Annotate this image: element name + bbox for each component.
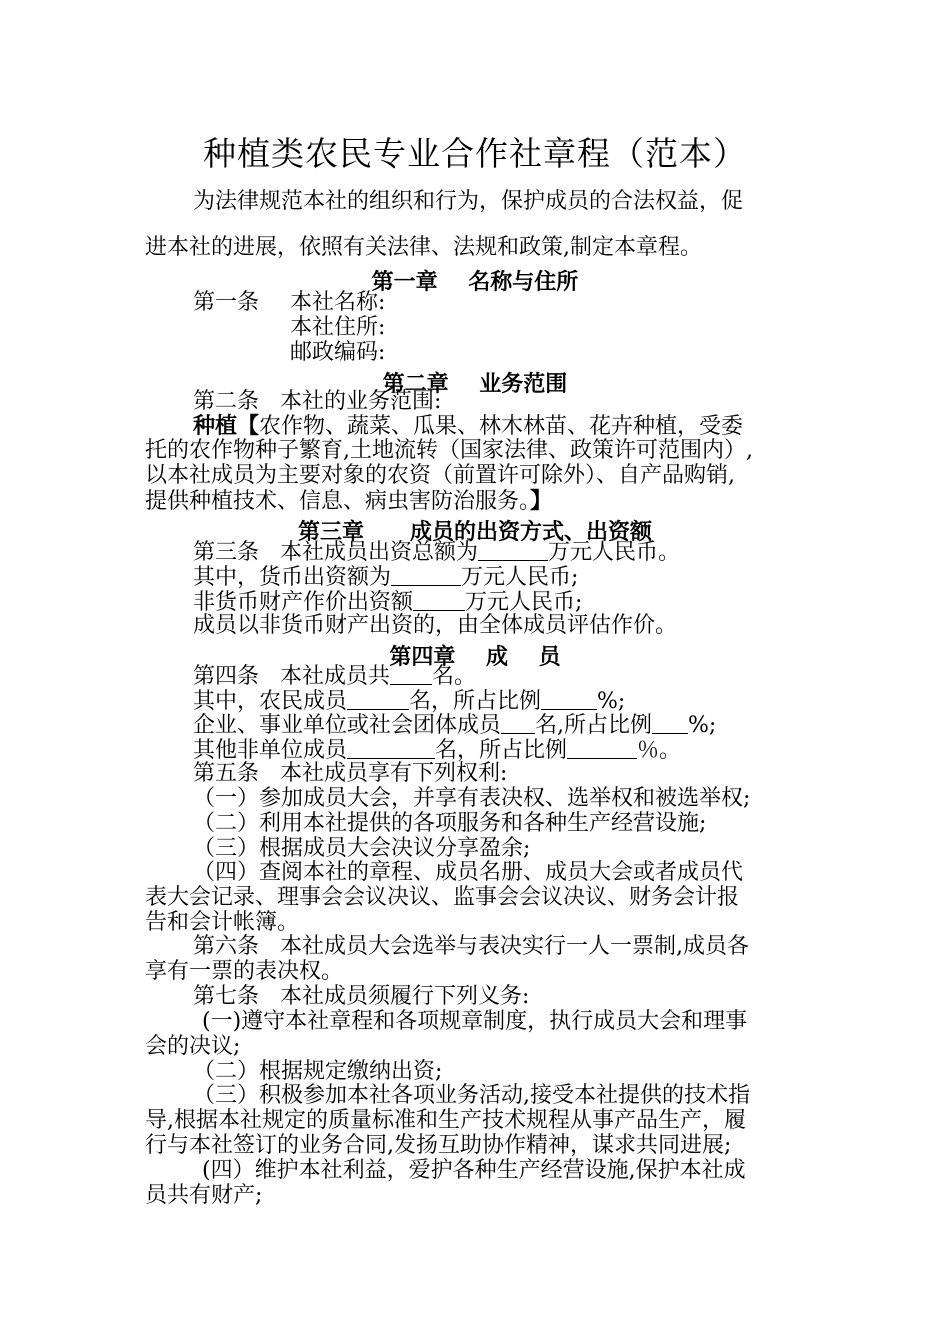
cash-capital-line [193, 565, 578, 589]
scope-bold-label: 种植【 [193, 413, 260, 439]
other-ratio-label: 名，所占比例 [435, 738, 568, 763]
org-members-label: 企业、事业单位或社会团体成员 [193, 713, 502, 738]
duty-1-line-2: 会的决议; [145, 1034, 241, 1059]
intro-line-2: 进本社的进展，依照有关法律、法规和政策,制定本章程。 [145, 235, 702, 260]
article-3-unit: 万元人民币。 [547, 540, 680, 565]
scope-line-2: 托的农作物种子繁育,土地流转（国家法律、政策许可范围内）, [145, 438, 753, 463]
duty-3-line-2: 导,根据本社规定的质量标准和生产技术规程从事产品生产，履 [145, 1108, 746, 1133]
other-ratio-unit: ％。 [637, 738, 682, 763]
article-4-unit: 名。 [431, 664, 476, 689]
scope-line-3: 以本社成员为主要对象的农资（前置许可除外）、自产品购销, [145, 463, 735, 488]
noncash-capital-unit: 万元人民币; [465, 590, 583, 615]
article-4-text: 第四条 本社成员共 [193, 664, 390, 689]
duty-1-line-1: (一)遵守本社章程和各项规章制度，执行成员大会和理事 [202, 1009, 748, 1034]
farmer-ratio-label: 名，所占比例 [409, 689, 542, 714]
right-3: （三）根据成员大会决议分享盈余; [193, 836, 531, 861]
document-title: 种植类农民专业合作社章程（范本） [203, 134, 747, 173]
chapter-3-heading: 第三章 成员的出资方式、出资额 [298, 519, 652, 545]
article-3 [193, 540, 680, 564]
chapter-4-heading: 第四章 成 员 [389, 644, 561, 670]
scope-text-4: 提供种植技术、信息、病虫害防治服务。 [145, 489, 531, 514]
right-1: （一）参加成员大会，并享有表决权、选举权和被选举权; [193, 786, 751, 811]
farmer-ratio-unit: %; [597, 689, 626, 714]
blank-total-capital[interactable] [478, 540, 548, 561]
chapter-1-heading: 第一章 名称与住所 [371, 269, 579, 295]
article-1-label: 第一条 [193, 290, 260, 315]
org-ratio-unit: %; [688, 713, 717, 738]
org-members-line [193, 713, 716, 737]
noncash-evaluation: 成员以非货币财产出资的，由全体成员评估作价。 [193, 613, 678, 638]
other-members-line [193, 738, 681, 762]
duty-2: （二）根据规定缴纳出资; [193, 1059, 443, 1084]
scope-line-1 [193, 415, 743, 438]
article-7: 第七条 本社成员须履行下列义务: [193, 984, 530, 1009]
other-members-label: 其他非单位成员 [193, 738, 348, 763]
right-4-line-1: （四）查阅本社的章程、成员名册、成员大会或者成员代 [193, 860, 744, 885]
scope-close-bracket: 】 [530, 488, 553, 514]
duty-3-line-3: 行与本社签订的业务合同,发扬互助协作精神，谋求共同进展; [145, 1133, 732, 1158]
article-2: 第二条 本社的业务范围: [193, 389, 442, 414]
right-2: （二）利用本社提供的各项服务和各种生产经营设施; [193, 811, 707, 836]
cash-capital-label: 其中，货币出资额为 [193, 565, 392, 590]
noncash-capital-line [193, 590, 582, 614]
article-4 [193, 664, 476, 688]
right-4-line-3: 告和会计帐簿。 [145, 910, 300, 935]
postal-code-label: 邮政编码: [290, 340, 386, 365]
noncash-capital-label: 非货币财产作价出资额 [193, 590, 414, 615]
farmer-members-label: 其中，农民成员 [193, 689, 348, 714]
duty-4-line-1: (四）维护本社利益，爱护各种生产经营设施,保护本社成 [202, 1158, 746, 1183]
org-ratio-label: 名,所占比例 [535, 713, 653, 738]
blank-cash-capital[interactable] [391, 565, 461, 586]
chapter-2-heading: 第二章 业务范围 [382, 371, 568, 397]
blank-other-count[interactable] [347, 738, 435, 759]
blank-noncash-capital[interactable] [413, 590, 465, 611]
scope-line-4 [145, 490, 552, 513]
duty-4-line-2: 员共有财产; [145, 1183, 263, 1208]
blank-farmer-ratio[interactable] [541, 689, 597, 710]
right-4-line-2: 表大会记录、理事会会议决议、监事会会议决议、财务会计报 [145, 885, 740, 910]
blank-member-count[interactable] [390, 664, 432, 685]
article-6-line-1: 第六条 本社成员大会选举与表决实行一人一票制,成员各 [193, 934, 749, 959]
society-name-label: 本社名称: [290, 290, 386, 315]
article-6-line-2: 享有一票的表决权。 [145, 959, 344, 984]
duty-3-line-1: （三）积极参加本社各项业务活动,接受本社提供的技术指 [193, 1083, 750, 1108]
article-5: 第五条 本社成员享有下列权利: [193, 761, 508, 786]
scope-text-1: 农作物、蔬菜、瓜果、林木林苗、花卉种植，受委 [259, 414, 744, 439]
blank-org-count[interactable] [501, 713, 535, 734]
intro-line-1: 为法律规范本社的组织和行为，保护成员的合法权益，促 [193, 189, 744, 214]
cash-capital-unit: 万元人民币; [461, 565, 579, 590]
blank-other-ratio[interactable] [567, 738, 637, 759]
article-3-text: 第三条 本社成员出资总额为 [193, 540, 478, 565]
farmer-members-line [193, 689, 625, 713]
society-address-label: 本社住所: [290, 315, 386, 340]
blank-farmer-count[interactable] [347, 689, 409, 710]
blank-org-ratio[interactable] [652, 713, 688, 734]
